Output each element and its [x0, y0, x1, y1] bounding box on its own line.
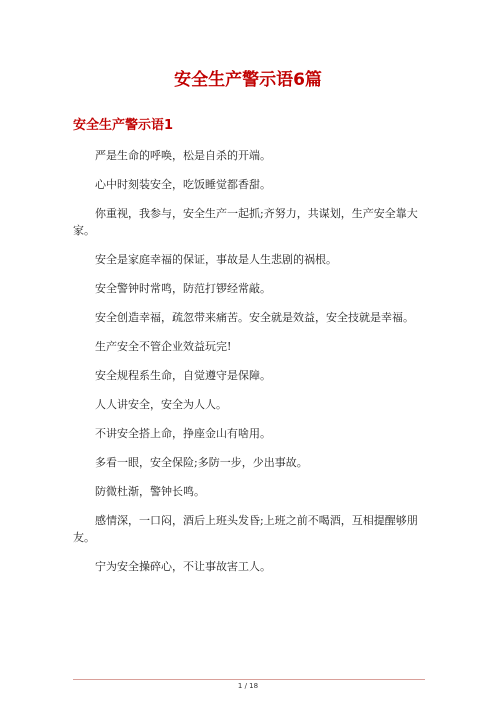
paragraph: 人人讲安全，安全为人人。 [95, 398, 227, 411]
paragraph: 不讲安全搭上命，挣座金山有啥用。 [95, 427, 271, 440]
document-title: 安全生产警示语6篇 [174, 70, 322, 90]
paragraph: 安全是家庭幸福的保证，事故是人生悲剧的祸根。 [95, 253, 337, 266]
paragraph: 安全创造幸福，疏忽带来痛苦。安全就是效益，安全技就是幸福。 [95, 311, 414, 324]
paragraph: 生产安全不管企业效益玩完! [95, 340, 232, 353]
paragraph: 心中时刻装安全，吃饭睡觉都香甜。 [95, 178, 271, 191]
paragraph: 防微杜渐，警钟长鸣。 [95, 485, 205, 498]
paragraph: 你重视，我参与，安全生产一起抓;齐努力，共谋划，生产安全靠大家。 [73, 207, 418, 237]
document-body [73, 147, 425, 587]
paragraph: 严是生命的呼唤，松是自杀的开端。 [95, 149, 271, 162]
paragraph: 多看一眼，安全保险;多防一步，少出事故。 [95, 456, 308, 469]
footer-divider [73, 679, 425, 680]
paragraph: 感情深，一口闷，酒后上班头发昏;上班之前不喝酒，互相提醒够朋友。 [73, 514, 418, 544]
section-heading: 安全生产警示语1 [73, 118, 174, 133]
page-indicator: 1 / 18 [237, 682, 259, 690]
paragraph: 安全警钟时常鸣，防范打锣经常敲。 [95, 282, 271, 295]
paragraph: 安全规程系生命，自觉遵守是保障。 [95, 369, 271, 382]
paragraph: 宁为安全操碎心，不让事故害工人。 [95, 560, 271, 573]
